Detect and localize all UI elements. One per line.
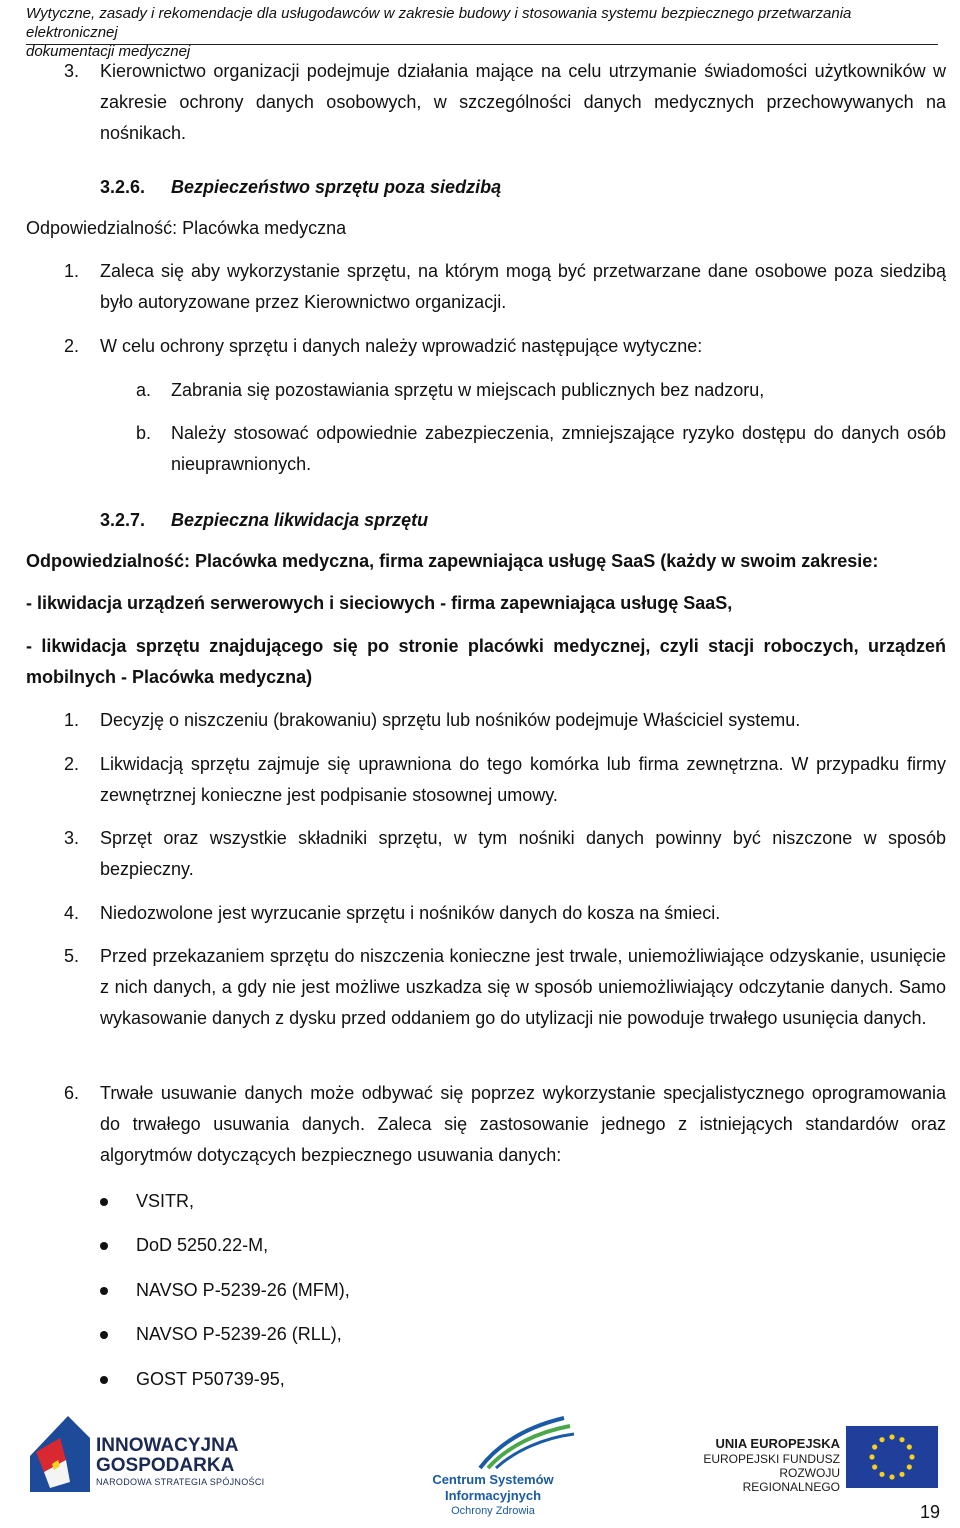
header-line-2: dokumentacji medycznej xyxy=(26,43,191,60)
logo3-line1: UNIA EUROPEJSKA xyxy=(715,1436,840,1451)
bullet-dot xyxy=(100,1287,108,1295)
logo1-text xyxy=(96,1436,264,1488)
running-header xyxy=(26,4,941,61)
s327-item-4-text: Niedozwolone jest wyrzucanie sprzętu i nośników danych do kosza na śmieci. xyxy=(100,903,721,923)
eu-star-icon xyxy=(872,1444,877,1449)
s326-item-1-text: Zaleca się aby wykorzystanie sprzętu, na którym mogą być przetwarzane dane osobowe poza siedzibą było autoryzowane przez Kierownictwo organizacji. xyxy=(100,261,946,312)
eu-star-icon xyxy=(879,1472,884,1477)
s327-item-6-number: 6. xyxy=(64,1083,80,1103)
footer-logos xyxy=(0,1408,960,1528)
logo3-line3: ROZWOJU REGIONALNEGO xyxy=(742,1466,840,1494)
section-327-resp-line3: - likwidacja sprzętu znajdującego się po stronie placówki medycznej, czyli stacji roboczych, urządzeń mobilnych - Placówka medyczna) xyxy=(26,636,946,687)
section-326-responsibility: Odpowiedzialność: Placówka medyczna xyxy=(26,218,347,238)
bullet-item: DoD 5250.22-M, xyxy=(136,1235,269,1255)
eu-star-icon xyxy=(907,1464,912,1469)
eu-star-icon xyxy=(869,1454,874,1459)
eu-star-icon xyxy=(889,1474,894,1479)
csioz-logo-icon xyxy=(460,1412,590,1470)
eu-star-icon xyxy=(899,1437,904,1442)
eu-star-icon xyxy=(899,1472,904,1477)
s326-subitem-a-text: Zabrania się pozostawiania sprzętu w miejscach publicznych bez nadzoru, xyxy=(171,380,765,400)
s326-item-1-number: 1. xyxy=(64,261,80,281)
eu-star-icon xyxy=(872,1464,877,1469)
logo1-line3: NARODOWA STRATEGIA SPÓJNOŚCI xyxy=(96,1477,265,1487)
logo2-line2: Ochrony Zdrowia xyxy=(451,1505,535,1517)
section-326-title: Bezpieczeństwo sprzętu poza siedzibą xyxy=(171,177,502,197)
section-327-title: Bezpieczna likwidacja sprzętu xyxy=(171,510,429,530)
eu-star-icon xyxy=(909,1454,914,1459)
eu-star-icon xyxy=(889,1434,894,1439)
s327-item-1-text: Decyzję o niszczeniu (brakowaniu) sprzętu lub nośników podejmuje Właściciel systemu. xyxy=(100,710,801,730)
section-327-resp-line2: - likwidacja urządzeń serwerowych i sieciowych - firma zapewniająca usługę SaaS, xyxy=(26,593,733,613)
section-327-responsibility: Odpowiedzialność: Placówka medyczna, firma zapewniająca usługę SaaS (każdy w swoim zakresie: xyxy=(26,551,879,571)
bullet-item: NAVSO P-5239-26 (RLL), xyxy=(136,1324,342,1344)
logo3-text xyxy=(680,1436,840,1494)
s327-item-4-number: 4. xyxy=(64,903,80,923)
logo2-text xyxy=(388,1472,598,1518)
section-327-number: 3.2.7. xyxy=(100,510,146,530)
logo2-line1: Centrum Systemów Informacyjnych xyxy=(432,1472,554,1503)
s327-item-1-number: 1. xyxy=(64,710,80,730)
s327-item-2-number: 2. xyxy=(64,754,80,774)
s327-item-2-text: Likwidacją sprzętu zajmuje się uprawniona do tego komórka lub firma zewnętrzna. W przypadku firmy zewnętrznej konieczne jest podpisanie stosownej umowy. xyxy=(100,754,946,805)
eu-star-icon xyxy=(879,1437,884,1442)
s327-item-3-text: Sprzęt oraz wszystkie składniki sprzętu, w tym nośniki danych powinny być niszczone w sposób bezpieczny. xyxy=(100,828,946,879)
bullet-dot xyxy=(100,1376,108,1384)
bullet-dot xyxy=(100,1331,108,1339)
s327-item-5-text: Przed przekazaniem sprzętu do niszczenia konieczne jest trwale, uniemożliwiające odzyskanie, usunięcie z nich danych, a gdy nie jest możliwe uszkadza się w sposób uniemożliwiający odczytanie danych. Samo wykasowanie danych z dysku przed oddaniem go do utylizacji nie powoduje trwałego usunięcia danych. xyxy=(100,946,946,1028)
intro-item-number: 3. xyxy=(64,61,80,81)
bullet-item: NAVSO P-5239-26 (MFM), xyxy=(136,1280,350,1300)
eu-flag-icon xyxy=(846,1426,938,1488)
header-line-1: Wytyczne, zasady i rekomendacje dla usługodawców w zakresie budowy i stosowania systemu bezpiecznego przetwarzania elektronicznej xyxy=(26,5,852,41)
s327-item-3-number: 3. xyxy=(64,828,80,848)
s326-item-2-text: W celu ochrony sprzętu i danych należy wprowadzić następujące wytyczne: xyxy=(100,336,703,356)
s326-item-2-number: 2. xyxy=(64,336,80,356)
bullet-dot xyxy=(100,1198,108,1206)
eu-star-icon xyxy=(907,1444,912,1449)
s327-item-6-text: Trwałe usuwanie danych może odbywać się poprzez wykorzystanie specjalistycznego oprogramowania do trwałego usuwania danych. Zaleca się zastosowanie jednego z istniejących standardów oraz algorytmów dotyczących bezpiecznego usuwania danych: xyxy=(100,1083,946,1165)
innowacyjna-gospodarka-logo-icon xyxy=(30,1416,90,1492)
s326-subitem-b-letter: b. xyxy=(136,423,152,443)
section-326-number: 3.2.6. xyxy=(100,177,146,197)
logo1-line1: INNOWACYJNA xyxy=(96,1435,239,1456)
header-divider xyxy=(26,44,938,45)
bullet-item: VSITR, xyxy=(136,1191,195,1211)
s326-subitem-a-letter: a. xyxy=(136,380,152,400)
page-number: 19 xyxy=(920,1502,941,1522)
bullet-item: GOST P50739-95, xyxy=(136,1369,285,1389)
s327-item-5-number: 5. xyxy=(64,946,80,966)
s326-subitem-b-text: Należy stosować odpowiednie zabezpieczenia, zmniejszające ryzyko dostępu do danych osób nieuprawnionych. xyxy=(171,423,946,474)
bullet-dot xyxy=(100,1242,108,1250)
logo3-line2: EUROPEJSKI FUNDUSZ xyxy=(703,1452,840,1466)
intro-item-text: Kierownictwo organizacji podejmuje działania mające na celu utrzymanie świadomości użytkowników w zakresie ochrony danych osobowych, w szczególności danych medycznych przechowywanych na nośnikach. xyxy=(100,61,946,143)
logo1-line2: GOSPODARKA xyxy=(96,1455,235,1476)
